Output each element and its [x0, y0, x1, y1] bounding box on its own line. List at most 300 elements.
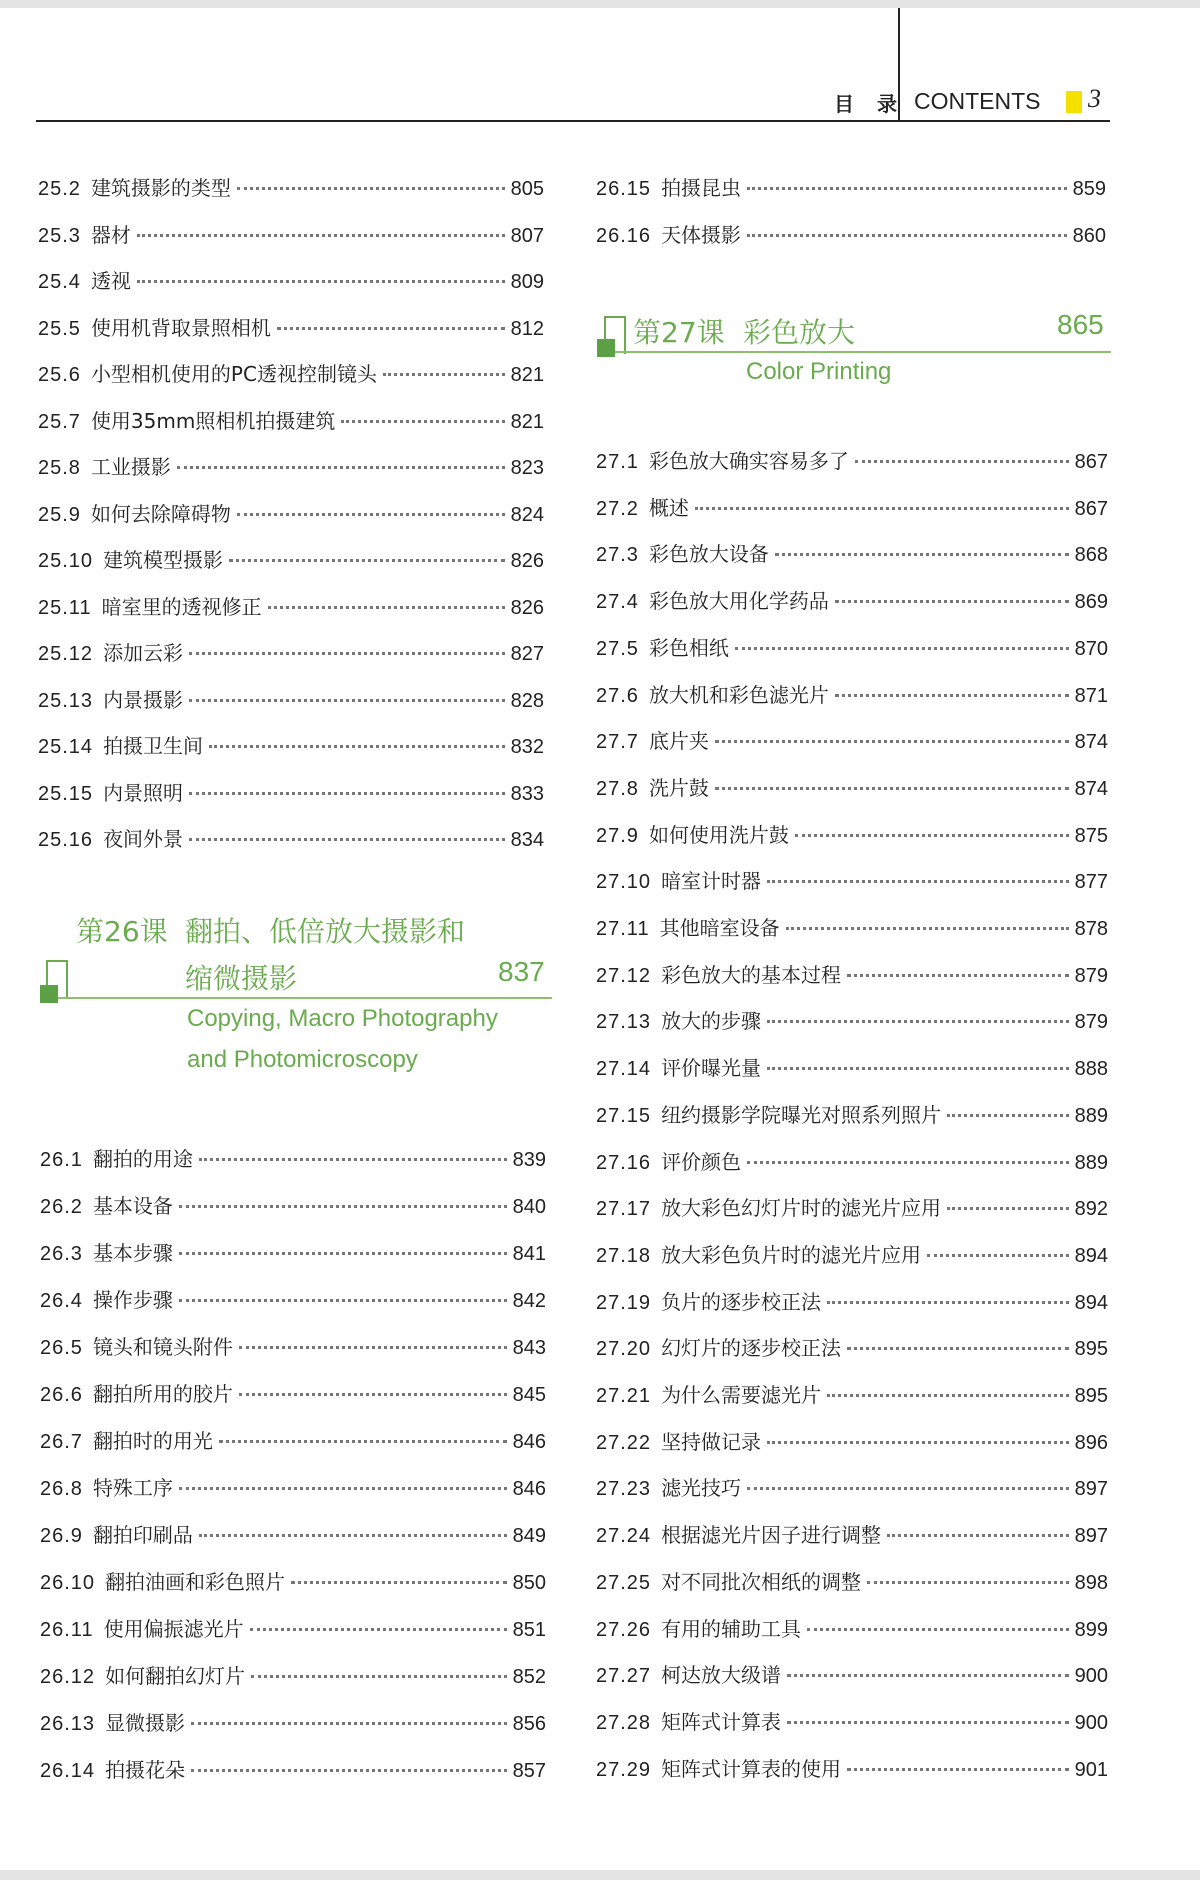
dot-leader [747, 1487, 1069, 1490]
toc-entry[interactable] [40, 1143, 546, 1173]
toc-entry[interactable] [596, 1192, 1108, 1222]
page-number: 856 [512, 1713, 546, 1735]
section-title: 建筑模型摄影 [103, 548, 224, 572]
section-number: 27.22 [596, 1431, 652, 1454]
section-number: 27.12 [596, 964, 652, 987]
page-number: 841 [512, 1243, 546, 1265]
section-title: 建筑摄影的类型 [90, 176, 231, 200]
toc-entry[interactable] [596, 1566, 1108, 1596]
toc-entry[interactable] [596, 1426, 1108, 1456]
page-number: 879 [1074, 1011, 1108, 1034]
toc-entry[interactable] [38, 312, 544, 342]
page-number: 852 [512, 1666, 546, 1688]
dot-leader [137, 234, 505, 237]
page-number: 894 [1074, 1244, 1108, 1267]
section-number: 27.3 [596, 544, 639, 567]
page-number: 895 [1074, 1338, 1108, 1361]
section-number: 27.13 [596, 1011, 652, 1034]
toc-entry[interactable] [40, 1519, 546, 1549]
page-number: 849 [512, 1525, 546, 1547]
dot-leader [251, 1675, 507, 1678]
page-number: 842 [512, 1290, 546, 1312]
section-title: 工业摄影 [90, 455, 171, 479]
section-number: 26.2 [40, 1196, 83, 1218]
section-title: 翻拍所用的胶片 [92, 1382, 233, 1406]
toc-entry[interactable] [596, 679, 1108, 709]
section-title: 操作步骤 [92, 1288, 173, 1312]
section-number: 25.15 [38, 782, 94, 805]
section-title: 放大彩色负片时的滤光片应用 [661, 1242, 922, 1267]
page-number: 812 [510, 317, 544, 340]
page-number: 839 [512, 1149, 546, 1171]
section-number: 27.21 [596, 1385, 652, 1407]
section-number: 27.9 [596, 824, 639, 847]
page-number: 857 [512, 1760, 546, 1782]
dot-leader [179, 1487, 507, 1490]
dot-leader [747, 1161, 1069, 1164]
dot-leader [807, 1628, 1069, 1631]
chapter-label: 第27课 [633, 316, 725, 349]
section-title: 根据滤光片因子进行调整 [661, 1523, 882, 1548]
section-title: 暗室里的透视修正 [101, 594, 262, 619]
section-number: 27.11 [596, 918, 650, 940]
page-number: 846 [512, 1478, 546, 1500]
chapter-page: 865 [1057, 309, 1104, 340]
dot-leader [199, 1158, 507, 1161]
section-title: 柯达放大级谱 [661, 1663, 782, 1688]
toc-entry[interactable] [596, 1519, 1108, 1549]
section-number: 27.14 [596, 1058, 652, 1081]
chapter-title-en: Color Printing [746, 358, 892, 385]
dot-leader [383, 373, 505, 376]
page-number: 896 [1074, 1431, 1108, 1454]
page-number: 897 [1074, 1478, 1108, 1501]
section-title: 放大的步骤 [661, 1009, 762, 1034]
section-number: 27.2 [596, 497, 639, 520]
section-title: 矩阵式计算表 [661, 1709, 782, 1734]
toc-entry[interactable] [40, 1331, 546, 1361]
section-title: 如何翻拍幻灯片 [105, 1664, 246, 1688]
dot-leader [219, 1440, 507, 1443]
section-number: 25.12 [38, 643, 94, 665]
toc-entry[interactable] [596, 1239, 1108, 1269]
section-title: 负片的逐步校正法 [661, 1289, 822, 1314]
toc-entry[interactable] [596, 219, 1106, 249]
toc-entry[interactable] [596, 1286, 1108, 1316]
header-rule [36, 120, 1110, 122]
chapter-title-line1: 翻拍、低倍放大摄影和 [185, 915, 466, 948]
dot-leader [847, 974, 1069, 977]
top-margin [0, 0, 1200, 8]
section-title: 彩色相纸 [648, 635, 729, 660]
dot-leader [786, 927, 1069, 930]
chapter-title-line2: 缩微摄影 [185, 962, 298, 995]
section-title: 滤光技巧 [661, 1476, 742, 1501]
section-title: 放大机和彩色滤光片 [648, 682, 829, 707]
section-number: 27.24 [596, 1525, 652, 1548]
dot-leader [189, 652, 505, 655]
dot-leader [947, 1114, 1069, 1117]
toc-entry[interactable] [596, 1706, 1108, 1736]
section-number: 27.17 [596, 1198, 652, 1221]
page-number: 901 [1074, 1758, 1108, 1781]
dot-leader [787, 1721, 1069, 1724]
section-number: 26.13 [40, 1713, 96, 1735]
toc-entry[interactable] [38, 265, 544, 295]
page-number: 874 [1074, 777, 1108, 800]
section-number: 27.27 [596, 1665, 652, 1688]
section-number: 27.10 [596, 871, 652, 894]
section-number: 26.14 [40, 1760, 96, 1782]
dot-leader [715, 740, 1069, 743]
page-number: 828 [510, 689, 544, 712]
page-number: 894 [1074, 1291, 1108, 1314]
toc-entry[interactable] [38, 172, 544, 202]
section-number: 26.10 [40, 1572, 96, 1594]
section-number: 26.3 [40, 1243, 83, 1265]
page-number: 870 [1074, 637, 1108, 660]
toc-entry[interactable] [38, 219, 544, 249]
section-title: 拍摄花朵 [105, 1758, 186, 1782]
dot-leader [767, 1441, 1069, 1444]
section-title: 彩色放大用化学药品 [648, 589, 829, 614]
page-number: 821 [510, 364, 544, 386]
section-title: 矩阵式计算表的使用 [661, 1756, 842, 1781]
toc-entry[interactable] [596, 538, 1108, 568]
dot-leader [277, 327, 505, 330]
section-title: 其他暗室设备 [659, 916, 780, 940]
toc-entry[interactable] [596, 865, 1108, 895]
toc-entry[interactable] [38, 823, 544, 853]
toc-entry[interactable] [596, 1753, 1108, 1783]
page-number: 840 [512, 1196, 546, 1218]
page-number: 867 [1074, 451, 1108, 473]
section-title: 基本步骤 [92, 1241, 173, 1265]
dot-leader [179, 1252, 507, 1255]
section-title: 评价颜色 [661, 1149, 742, 1174]
dot-leader [787, 1674, 1069, 1677]
toc-entry[interactable] [40, 1566, 546, 1596]
section-title: 翻拍印刷品 [92, 1523, 193, 1547]
section-title: 小型相机使用的PC透视控制镜头 [90, 362, 377, 386]
page-number: 805 [510, 178, 544, 200]
section-title: 如何使用洗片鼓 [648, 822, 789, 847]
toc-entry[interactable] [596, 1659, 1108, 1689]
chapter-marker-fill [40, 985, 58, 1003]
dot-leader [179, 1205, 507, 1208]
toc-entry[interactable] [40, 1613, 546, 1643]
section-title: 对不同批次相纸的调整 [661, 1569, 862, 1594]
chapter-rule [58, 997, 552, 999]
page-number: 823 [510, 457, 544, 479]
page-number: 869 [1074, 591, 1108, 614]
toc-entry[interactable] [40, 1237, 546, 1267]
dot-leader [827, 1394, 1069, 1397]
section-number: 26.4 [40, 1290, 83, 1312]
section-title: 纽约摄影学院曝光对照系列照片 [661, 1102, 942, 1127]
toc-entry[interactable] [40, 1425, 546, 1455]
section-title: 暗室计时器 [661, 869, 762, 894]
section-title: 天体摄影 [661, 222, 742, 247]
section-number: 26.7 [40, 1431, 83, 1453]
section-number: 25.5 [38, 317, 81, 340]
toc-entry[interactable] [596, 1379, 1108, 1409]
section-title: 如何去除障碍物 [90, 501, 231, 526]
toc-entry[interactable] [596, 172, 1106, 202]
page-number: 867 [1074, 497, 1108, 520]
section-number: 26.6 [40, 1384, 83, 1406]
chapter-page: 837 [498, 956, 545, 987]
chapter-title: 彩色放大 [743, 316, 856, 349]
section-title: 拍摄昆虫 [661, 176, 742, 200]
section-title: 镜头和镜头附件 [92, 1335, 233, 1359]
section-title: 翻拍的用途 [92, 1147, 193, 1171]
section-number: 25.10 [38, 550, 94, 572]
dot-leader [887, 1534, 1069, 1537]
toc-entry[interactable] [40, 1660, 546, 1690]
toc-entry[interactable] [596, 725, 1108, 755]
toc-entry[interactable] [596, 1613, 1108, 1643]
toc-entry[interactable] [38, 684, 544, 714]
section-title: 使用机背取景照相机 [90, 315, 271, 340]
dot-leader [947, 1207, 1069, 1210]
section-number: 27.19 [596, 1291, 652, 1314]
toc-entry[interactable] [38, 498, 544, 528]
page-number: 899 [1074, 1618, 1108, 1641]
page-number: 871 [1074, 684, 1108, 707]
chapter-rule [615, 351, 1111, 353]
dot-leader [695, 507, 1069, 510]
page-number: 900 [1074, 1711, 1108, 1734]
section-title: 评价曝光量 [661, 1056, 762, 1081]
toc-entry[interactable] [596, 492, 1108, 522]
header-title-en: CONTENTS [914, 88, 1041, 114]
section-number: 25.16 [38, 829, 94, 851]
section-number: 27.16 [596, 1151, 652, 1174]
section-title: 放大彩色幻灯片时的滤光片应用 [661, 1196, 942, 1221]
dot-leader [177, 466, 505, 469]
dot-leader [835, 694, 1069, 697]
section-title: 夜间外景 [103, 827, 184, 851]
section-title: 翻拍油画和彩色照片 [105, 1570, 286, 1594]
section-title: 使用偏振滤光片 [103, 1617, 244, 1641]
toc-entry[interactable] [596, 585, 1108, 615]
section-title: 器材 [90, 222, 131, 247]
dot-leader [867, 1581, 1069, 1584]
section-number: 26.5 [40, 1337, 83, 1359]
toc-entry[interactable] [38, 637, 544, 667]
section-number: 26.1 [40, 1149, 83, 1171]
dot-leader [795, 834, 1069, 837]
dot-leader [291, 1581, 507, 1584]
page-number: 821 [510, 410, 544, 433]
page-number: 892 [1074, 1198, 1108, 1221]
header-title-cn: 目 录 [834, 92, 905, 116]
section-title: 翻拍时的用光 [92, 1429, 213, 1453]
toc-entry[interactable] [596, 1005, 1108, 1035]
dot-leader [237, 187, 505, 190]
section-title: 有用的辅助工具 [661, 1616, 802, 1641]
section-title: 幻灯片的逐步校正法 [661, 1336, 842, 1361]
dot-leader [341, 420, 504, 423]
section-number: 25.6 [38, 364, 81, 386]
toc-entry[interactable] [596, 445, 1108, 475]
page-number: 833 [510, 782, 544, 805]
section-number: 27.15 [596, 1104, 652, 1127]
dot-leader [237, 513, 505, 516]
toc-entry[interactable] [38, 451, 544, 481]
section-number: 25.9 [38, 503, 81, 526]
page-number: 879 [1074, 964, 1108, 987]
section-title: 内景照明 [103, 780, 184, 805]
toc-entry[interactable] [38, 405, 544, 435]
dot-leader [191, 1769, 507, 1772]
section-number: 26.15 [596, 178, 652, 200]
section-number: 25.3 [38, 224, 81, 247]
dot-leader [191, 1722, 507, 1725]
toc-entry[interactable] [38, 730, 544, 760]
toc-entry[interactable] [40, 1378, 546, 1408]
dot-leader [735, 647, 1069, 650]
section-number: 27.5 [596, 637, 639, 660]
toc-entry[interactable] [596, 1099, 1108, 1129]
section-title: 洗片鼓 [648, 775, 709, 800]
page-number: 824 [510, 503, 544, 526]
section-number: 25.4 [38, 271, 81, 293]
dot-leader [715, 787, 1069, 790]
toc-entry[interactable] [38, 544, 544, 574]
toc-entry[interactable] [596, 819, 1108, 849]
page-number: 889 [1074, 1104, 1108, 1127]
section-number: 27.28 [596, 1711, 652, 1734]
toc-entry[interactable] [596, 959, 1108, 989]
dot-leader [767, 1020, 1069, 1023]
toc-entry[interactable] [40, 1284, 546, 1314]
toc-entry[interactable] [596, 912, 1108, 942]
section-number: 25.14 [38, 736, 94, 758]
page-number: 834 [510, 829, 544, 851]
toc-entry[interactable] [40, 1754, 546, 1784]
toc-entry[interactable] [596, 1052, 1108, 1082]
dot-leader [189, 792, 505, 795]
page-number: 826 [510, 550, 544, 572]
page-number: 3 [1088, 84, 1101, 113]
section-number: 27.20 [596, 1338, 652, 1361]
page-number: 868 [1074, 544, 1108, 567]
page-number: 827 [510, 643, 544, 665]
dot-leader [767, 1067, 1069, 1070]
dot-leader [927, 1254, 1069, 1257]
page-number: 895 [1074, 1385, 1108, 1407]
toc-entry[interactable] [596, 632, 1108, 662]
section-title: 添加云彩 [103, 641, 184, 665]
page-number: 846 [512, 1431, 546, 1453]
dot-leader [835, 600, 1069, 603]
page-number: 860 [1072, 224, 1106, 247]
section-number: 25.7 [38, 410, 81, 433]
section-number: 27.4 [596, 591, 639, 614]
page-number: 875 [1074, 824, 1108, 847]
page-number: 874 [1074, 731, 1108, 754]
chapter-label: 第26课 [76, 915, 168, 948]
section-number: 26.16 [596, 224, 652, 247]
page-number: 889 [1074, 1151, 1108, 1174]
toc-entry[interactable] [38, 777, 544, 807]
section-number: 27.6 [596, 684, 639, 707]
toc-entry[interactable] [596, 1146, 1108, 1176]
dot-leader [189, 838, 505, 841]
dot-leader [775, 553, 1069, 556]
section-title: 内景摄影 [103, 687, 184, 712]
chapter-title-en-line2: and Photomicroscopy [187, 1046, 418, 1073]
page-number: 877 [1074, 871, 1108, 894]
dot-leader [747, 234, 1067, 237]
section-title: 使用35mm照相机拍摄建筑 [90, 408, 336, 433]
toc-entry[interactable] [40, 1190, 546, 1220]
section-number: 25.8 [38, 457, 81, 479]
page-number: 897 [1074, 1525, 1108, 1548]
chapter-marker-fill [597, 339, 615, 357]
dot-leader [189, 699, 505, 702]
page-number: 845 [512, 1384, 546, 1406]
dot-leader [179, 1299, 507, 1302]
page-marker-square [1066, 91, 1082, 113]
dot-leader [847, 1347, 1069, 1350]
page-number: 843 [512, 1337, 546, 1359]
toc-entry[interactable] [40, 1707, 546, 1737]
dot-leader [229, 559, 505, 562]
section-title: 特殊工序 [92, 1476, 173, 1500]
section-number: 26.11 [40, 1619, 94, 1641]
dot-leader [239, 1393, 507, 1396]
section-title: 基本设备 [92, 1194, 173, 1218]
section-title: 概述 [648, 495, 689, 520]
section-number: 27.26 [596, 1618, 652, 1641]
dot-leader [827, 1301, 1069, 1304]
chapter-title-en-line1: Copying, Macro Photography [187, 1005, 498, 1032]
dot-leader [250, 1628, 507, 1631]
page-number: 826 [510, 596, 544, 619]
section-title: 彩色放大设备 [648, 542, 769, 567]
page-number: 832 [510, 736, 544, 758]
section-title: 透视 [90, 269, 131, 293]
dot-leader [199, 1534, 507, 1537]
section-title: 为什么需要滤光片 [661, 1383, 822, 1407]
dot-leader [747, 187, 1067, 190]
dot-leader [137, 280, 505, 283]
dot-leader [855, 460, 1069, 463]
toc-entry[interactable] [596, 1332, 1108, 1362]
toc-entry[interactable] [40, 1472, 546, 1502]
page-number: 807 [510, 224, 544, 247]
toc-entry[interactable] [596, 772, 1108, 802]
toc-entry[interactable] [38, 591, 544, 621]
page-number: 898 [1074, 1571, 1108, 1594]
section-number: 27.18 [596, 1244, 652, 1267]
page-number: 859 [1072, 178, 1106, 200]
section-number: 25.2 [38, 178, 81, 200]
section-title: 彩色放大确实容易多了 [648, 449, 849, 473]
section-number: 25.13 [38, 689, 94, 712]
section-title: 彩色放大的基本过程 [661, 962, 842, 987]
section-number: 27.8 [596, 777, 639, 800]
page-number: 900 [1074, 1665, 1108, 1688]
toc-entry[interactable] [596, 1472, 1108, 1502]
dot-leader [239, 1346, 507, 1349]
toc-entry[interactable] [38, 358, 544, 388]
dot-leader [268, 606, 505, 609]
section-title: 底片夹 [648, 729, 709, 754]
